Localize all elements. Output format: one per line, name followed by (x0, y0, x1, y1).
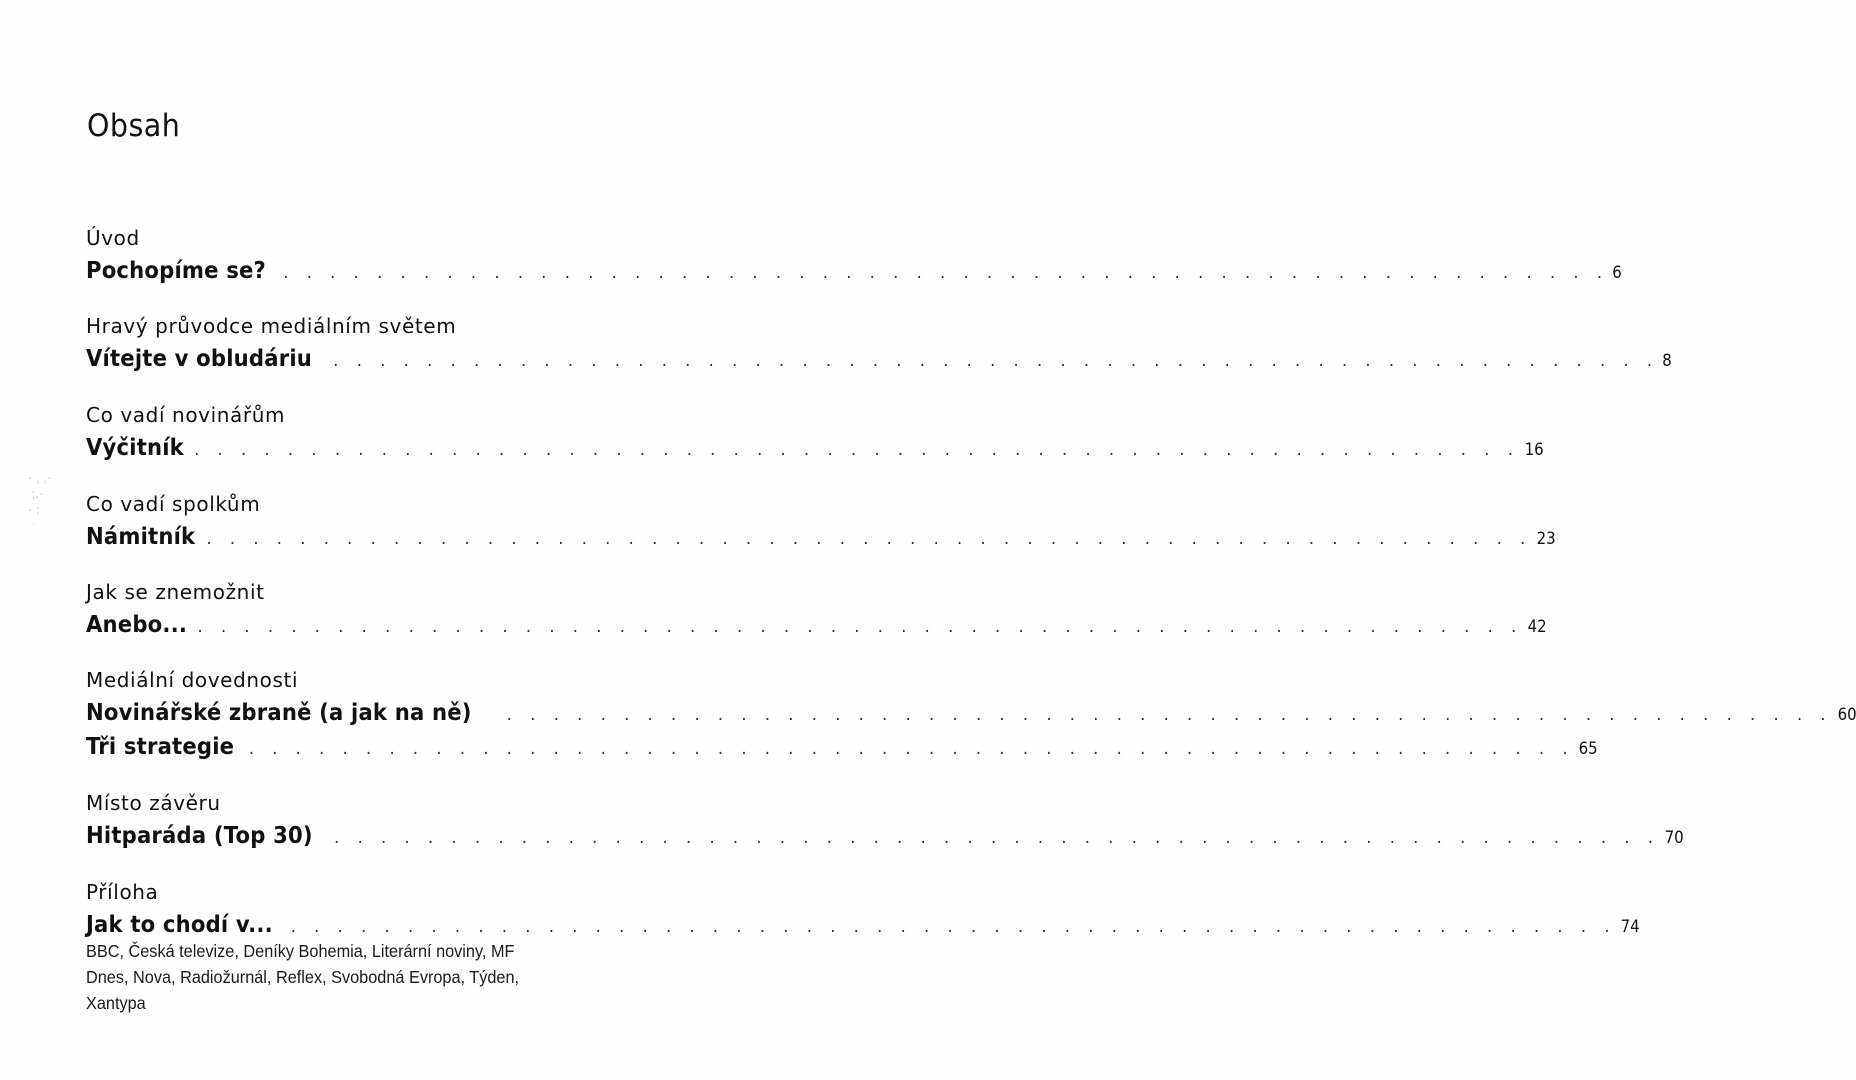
page-number: 8 (1662, 351, 1672, 371)
toc-entry (86, 342, 1672, 376)
toc-entry (86, 608, 1547, 642)
dot-leader: . . . . . . . . . . . . . . . . . . . . . . . . . . . . . . . . . . . . . . . . . . . . . . . . . . . . . . . . . (247, 742, 1573, 758)
toc-section-medialni-dovednosti (86, 668, 1856, 764)
entry-title: Jak to chodí v... (86, 912, 273, 938)
toc-entry (86, 730, 1599, 764)
entry-title: Vítejte v obludáriu (86, 346, 313, 372)
entry-title: Hitparáda (Top 30) (86, 823, 313, 849)
toc-section-co-vadi-spolkum (86, 492, 1556, 554)
section-label: Co vadí novinářům (86, 403, 286, 427)
toc-entry (86, 696, 1856, 730)
dot-leader: . . . . . . . . . . . . . . . . . . . . . . . . . . . . . . . . . . . . . . . . . . . . . . . . . . . . . . . . . (289, 920, 1615, 936)
toc-section-uvod (86, 226, 1622, 288)
page-number: 23 (1536, 529, 1556, 549)
entry-title: Námitník (86, 524, 196, 550)
dot-leader: . . . . . . . . . . . . . . . . . . . . . . . . . . . . . . . . . . . . . . . . . . . . . . . . . . . . . . . . . (331, 354, 1658, 370)
toc-entry (86, 431, 1544, 465)
page-number: 6 (1612, 263, 1622, 283)
entry-title: Pochopíme se? (86, 258, 266, 284)
appendix-outlet-list: BBC, Česká televize, Deníky Bohemia, Literární noviny, MF Dnes, Nova, Radiožurnál, Reflex, Svobodná Evropa, Týden, Xantypa (86, 941, 520, 1013)
scan-smudge: · , ,· ;.· · : ˑ (28, 470, 52, 533)
entry-title: Výčitník (86, 435, 184, 461)
toc-entry (86, 819, 1684, 853)
toc-entry (86, 254, 1622, 288)
dot-leader: . . . . . . . . . . . . . . . . . . . . . . . . . . . . . . . . . . . . . . . . . . . . . . . . . . . . . . . . . (195, 620, 1522, 636)
dot-leader: . . . . . . . . . . . . . . . . . . . . . . . . . . . . . . . . . . . . . . . . . . . . . . . . . . . . . . . . . (192, 443, 1518, 459)
section-label: Mediální dovednosti (86, 668, 299, 692)
page-number: 65 (1579, 739, 1599, 759)
entry-title: Novinářské zbraně (a jak na ně) (86, 700, 472, 726)
page-number: 70 (1664, 828, 1684, 848)
toc-entry (86, 520, 1556, 554)
dot-leader: . . . . . . . . . . . . . . . . . . . . . . . . . . . . . . . . . . . . . . . . . . . . . . . . . . . . . . . . . (332, 831, 1658, 847)
section-label: Co vadí spolkům (86, 492, 261, 516)
toc-section-co-vadi-novinarum (86, 403, 1544, 465)
section-label: Hravý průvodce mediálním světem (86, 314, 457, 338)
toc-section-priloha (86, 880, 1641, 1016)
page-title: Obsah (87, 108, 181, 144)
toc-section-misto-zaveru (86, 791, 1684, 853)
toc-section-jak-se-znemoznit (86, 580, 1547, 642)
section-label: Příloha (86, 880, 159, 904)
section-label: Úvod (86, 226, 140, 250)
dot-leader: . . . . . . . . . . . . . . . . . . . . . . . . . . . . . . . . . . . . . . . . . . . . . . . . . . . . . . . . . (204, 532, 1531, 548)
page-number: 74 (1621, 917, 1641, 937)
page-number: 16 (1524, 440, 1544, 460)
page-number: 60 (1837, 705, 1856, 725)
dot-leader: . . . . . . . . . . . . . . . . . . . . . . . . . . . . . . . . . . . . . . . . . . . . . . . . . . . . . . . . . (505, 708, 1831, 724)
toc-section-hravy-pruvodce (86, 314, 1672, 376)
entry-title: Anebo... (86, 612, 188, 638)
dot-leader: . . . . . . . . . . . . . . . . . . . . . . . . . . . . . . . . . . . . . . . . . . . . . . . . . . . . . . . . . (281, 266, 1607, 282)
section-label: Jak se znemožnit (86, 580, 265, 604)
section-label: Místo závěru (86, 791, 221, 815)
toc-entry (86, 908, 1641, 942)
page-number: 42 (1527, 617, 1547, 637)
entry-title: Tři strategie (86, 734, 235, 760)
